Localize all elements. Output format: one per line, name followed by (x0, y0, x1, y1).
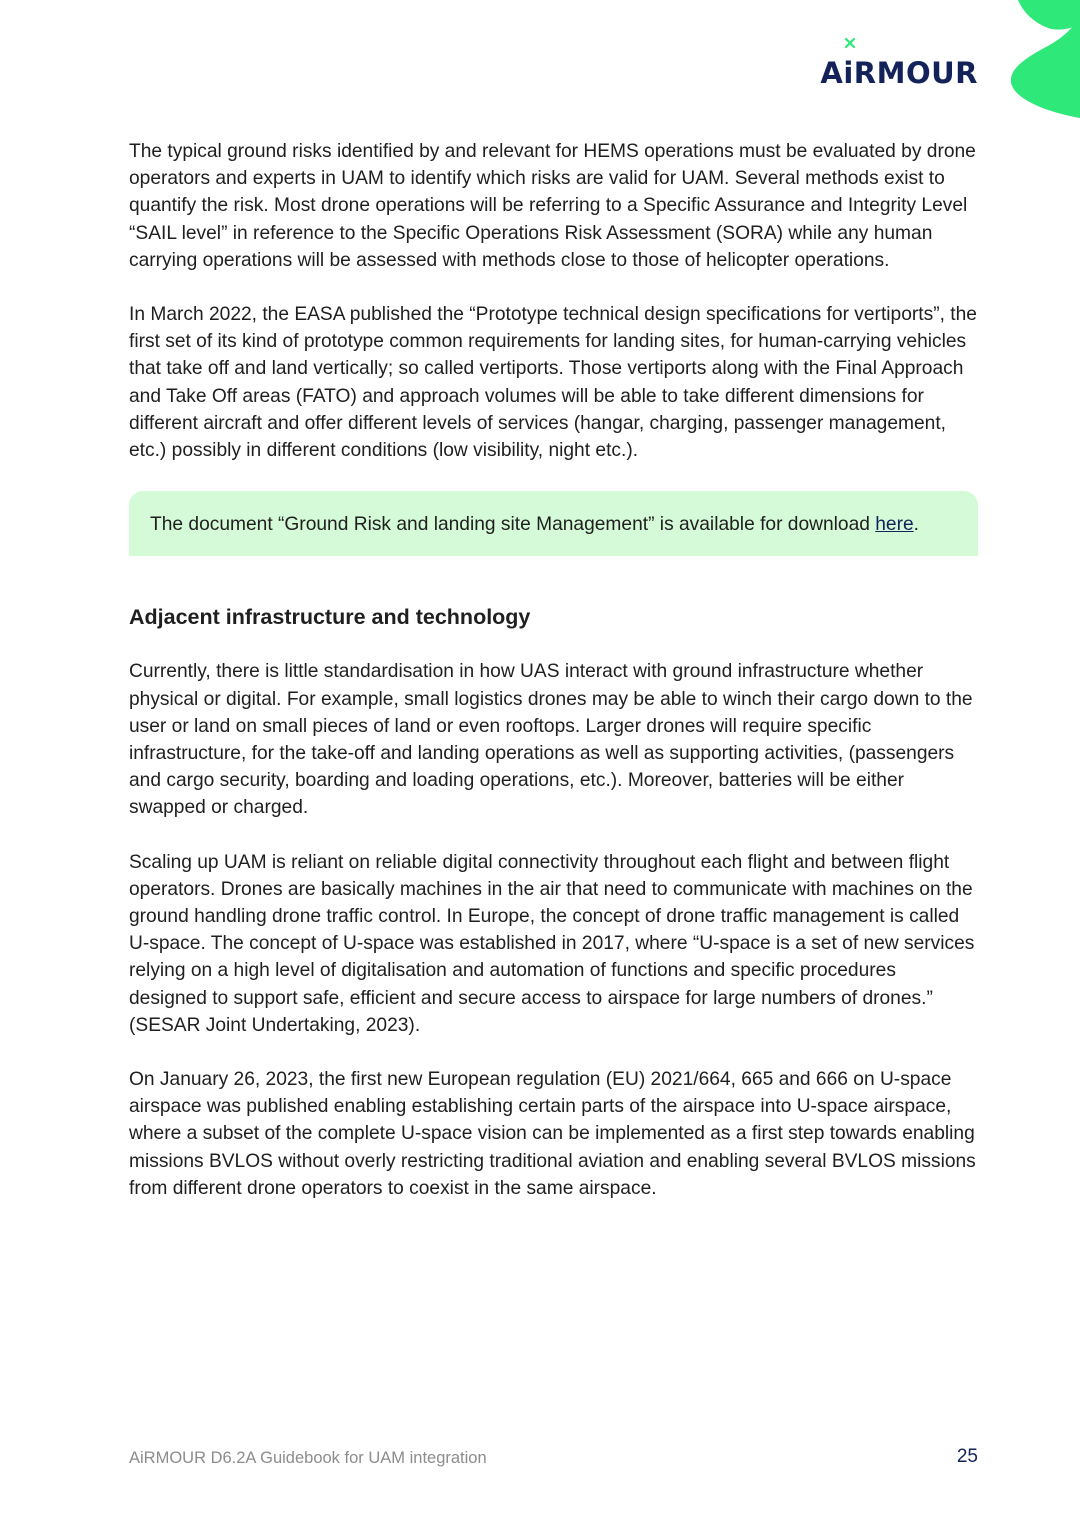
logo-text: AiRMOUR (820, 56, 978, 90)
logo-cross-icon (845, 38, 855, 48)
download-callout (129, 491, 978, 556)
paragraph-u-space: Scaling up UAM is reliant on reliable digital connectivity throughout each flight and between flight operators. Drones are basically machines in the air that need to communicate with machines on the ground handling drone traffic control. In Europe, the concept of drone traffic management is called U-space. The concept of U-space was established in 2017, where “U-space is a set of new services relying on a high level of digitalisation and automation of functions and specific procedures designed to support safe, efficient and secure access to airspace for large numbers of drones.” (SESAR Joint Undertaking, 2023). (129, 851, 975, 1036)
paragraph-easa-vertiports: In March 2022, the EASA published the “Prototype technical design specifications for vertiports”, the first set of its kind of prototype common requirements for landing sites, for human-carrying vehicles that take off and land vertically; so called vertiports. Those vertiports along with the Final Approach and Take Off areas (FATO) and approach volumes will be able to take different dimensions for different aircraft and offer different levels of services (hangar, charging, passenger management, etc.) possibly in different conditions (low visibility, night etc.). (129, 304, 977, 462)
footer-document-title: AiRMOUR D6.2A Guidebook for UAM integration (129, 1449, 487, 1467)
callout-text: The document “Ground Risk and landing site Management” is available for download (150, 514, 876, 536)
paragraph-ground-risks: The typical ground risks identified by and relevant for HEMS operations must be evaluated by drone operators and experts in UAM to identify which risks are valid for UAM. Several methods exist to quantify the risk. Most drone operations will be referring to a Specific Assurance and Integrity Level “SAIL level” in reference to the Specific Operations Risk Assessment (SORA) while any human carrying operations will be assessed with methods close to those of helicopter operations. (129, 141, 976, 271)
callout-text-block (150, 511, 956, 538)
page-number: 25 (956, 1446, 978, 1467)
section-heading: Adjacent infrastructure and technology (129, 605, 531, 630)
callout-suffix: . (913, 514, 920, 536)
decorative-corner-shape (960, 0, 1080, 120)
page-content (129, 138, 979, 1229)
paragraph-eu-regulation: On January 26, 2023, the first new European regulation (EU) 2021/664, 665 and 666 on U-space airspace was published enabling establishing certain parts of the airspace into U-space airspace, where a subset of the complete U-space vision can be implemented as a first step towards enabling missions BVLOS without overly restricting traditional aviation and enabling several BVLOS missions from different drone operators to coexist in the same airspace. (129, 1069, 976, 1199)
airmour-logo (820, 48, 978, 88)
paragraph-standardisation: Currently, there is little standardisation in how UAS interact with ground infrastructure whether physical or digital. For example, small logistics drones may be able to winch their cargo down to the user or land on small pieces of land or even rooftops. Larger drones will require specific infrastructure, for the take-off and landing operations as well as supporting activities, (passengers and cargo security, boarding and loading operations, etc.). Moreover, batteries will be either swapped or charged. (129, 661, 973, 819)
download-here-link[interactable]: here (875, 514, 914, 536)
